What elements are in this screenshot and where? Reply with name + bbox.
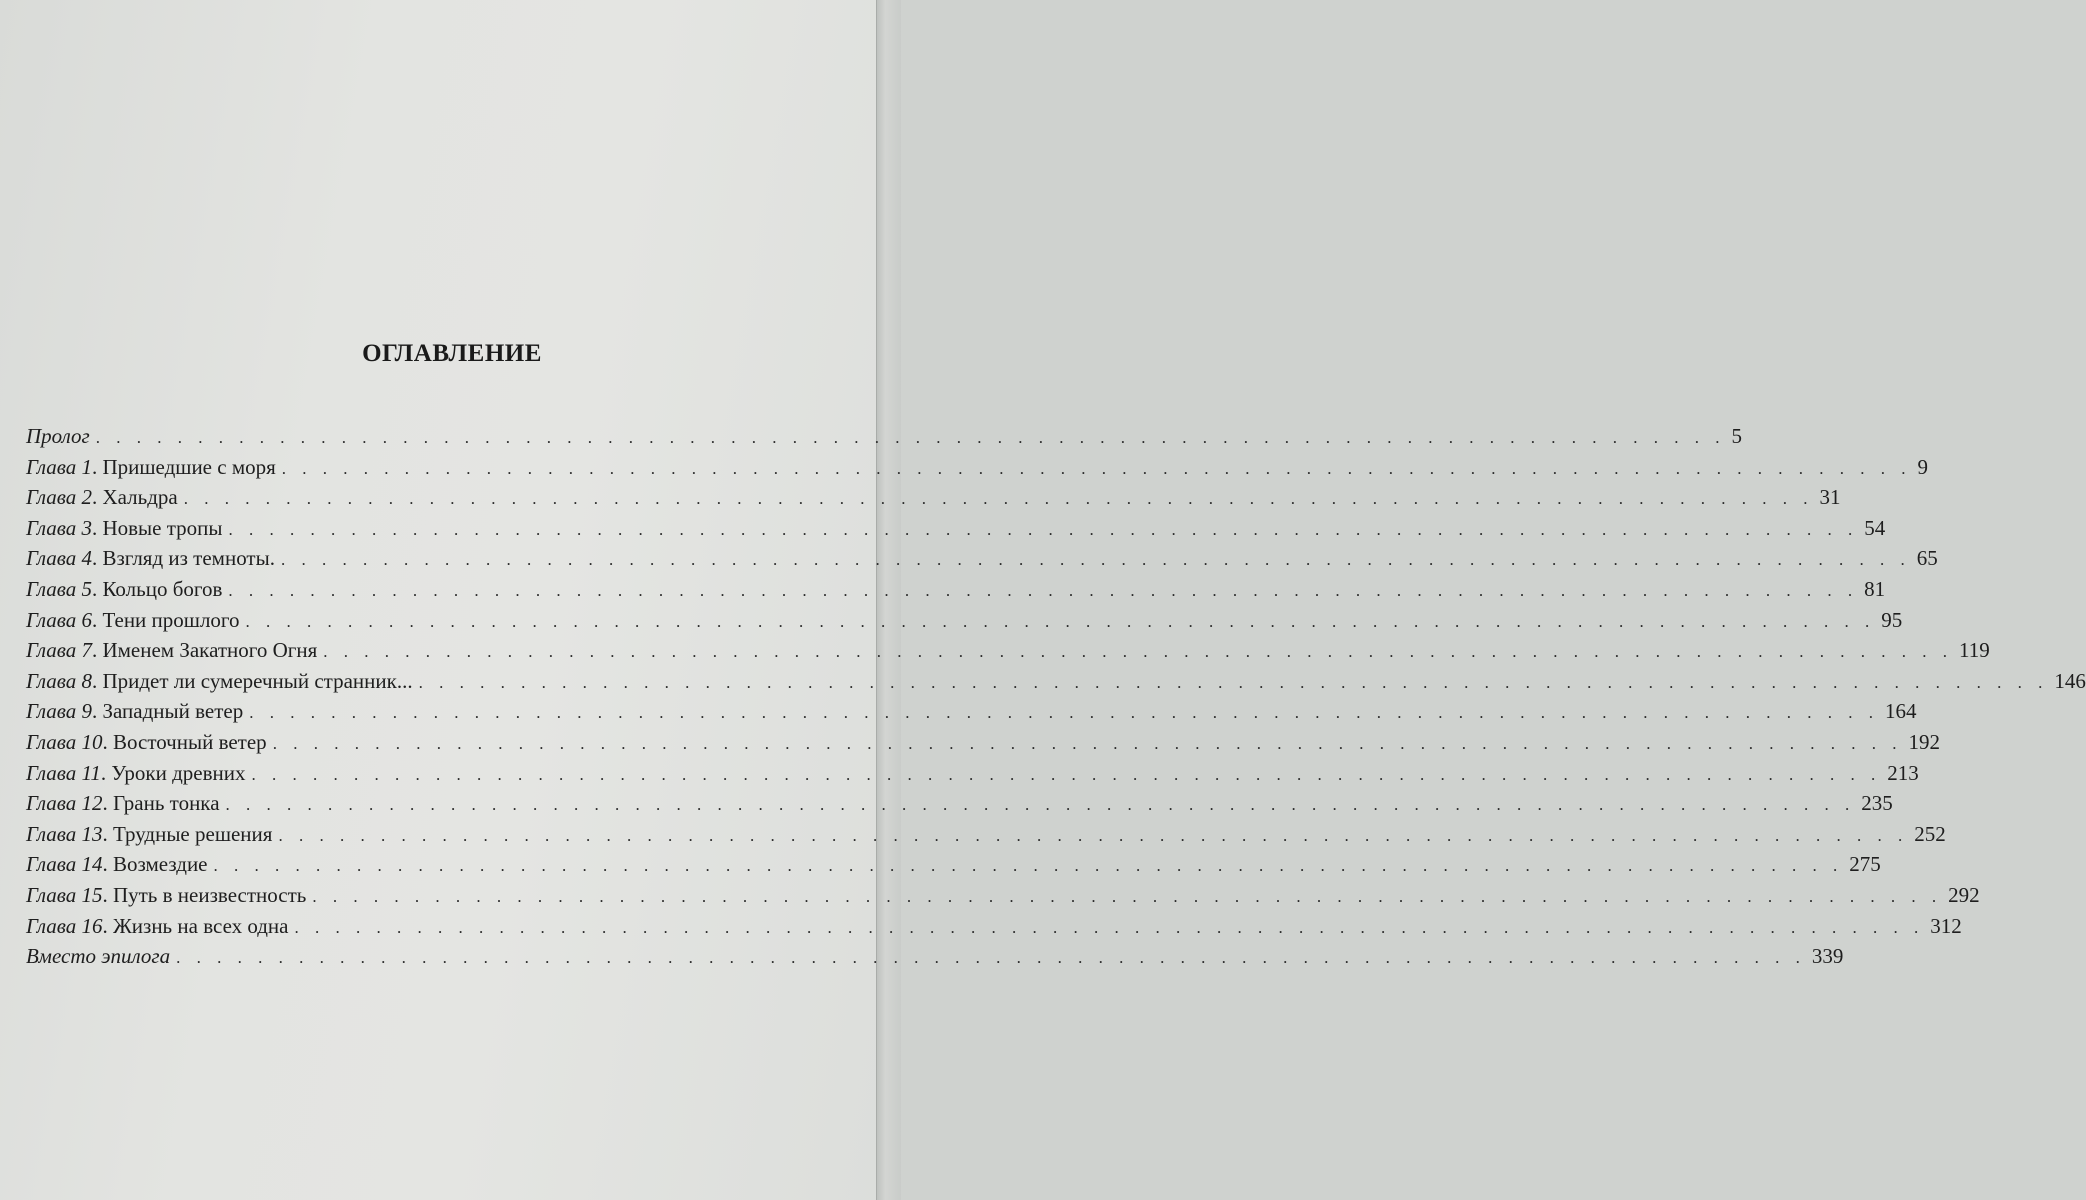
toc-chapter-title: . Придет ли сумеречный странник... xyxy=(91,668,413,693)
toc-entry xyxy=(26,911,1962,942)
toc-chapter-number: Глава 11 xyxy=(26,760,101,785)
toc-page-number: 312 xyxy=(1930,913,1962,938)
dot-leader: . . . . . . . . . . . . . . . . . . . . . . . . . . . . . . . . . . . . . . . . . . . . . . . . . . . . . . . . . . . . . . . . . . . . . . . . . . . . . . . . xyxy=(312,886,1943,906)
toc-entry xyxy=(26,880,1980,911)
toc-page-number: 9 xyxy=(1917,454,1929,479)
toc-chapter-number: Глава 8 xyxy=(26,668,92,693)
toc-entry-label xyxy=(26,696,243,727)
toc-entry-label xyxy=(26,635,317,666)
toc-entry-label xyxy=(26,421,90,452)
dot-leader: . . . . . . . . . . . . . . . . . . . . . . . . . . . . . . . . . . . . . . . . . . . . . . . . . . . . . . . . . . . . . . . . . . . . . . . . . . . . . . . . xyxy=(176,948,1806,968)
toc-chapter-number: Глава 14 xyxy=(26,852,103,877)
toc-chapter-number: Глава 5 xyxy=(26,576,92,601)
toc-chapter-number: Пролог xyxy=(26,424,90,448)
toc-entry-label xyxy=(26,849,208,880)
toc-entry-label xyxy=(26,880,306,911)
toc-page-number: 252 xyxy=(1914,821,1946,846)
toc-chapter-title: . Тени прошлого xyxy=(91,607,240,632)
toc-page-number: 119 xyxy=(1959,638,1990,663)
toc-entry xyxy=(26,666,2086,697)
toc-chapter-number: Глава 13 xyxy=(26,821,103,846)
toc-page-number: 81 xyxy=(1864,576,1886,601)
toc-entry-label xyxy=(26,574,222,605)
toc-chapter-title: . Новые тропы xyxy=(91,515,223,540)
toc-page-number: 275 xyxy=(1849,852,1881,877)
dot-leader: . . . . . . . . . . . . . . . . . . . . . . . . . . . . . . . . . . . . . . . . . . . . . . . . . . . . . . . . . . . . . . . . . . . . . . . . . . . . . . . . xyxy=(272,733,1903,753)
toc-chapter-number: Глава 12 xyxy=(26,791,103,816)
toc-chapter-title: . Возмездие xyxy=(102,852,208,877)
toc-chapter-title: . Грань тонка xyxy=(102,791,220,816)
toc-entry xyxy=(26,482,1841,513)
toc-page-number: 339 xyxy=(1811,944,1844,969)
toc-chapter-number: Глава 10 xyxy=(26,729,103,754)
toc-page-number: 213 xyxy=(1887,760,1919,785)
toc-title: ОГЛАВЛЕНИЕ xyxy=(362,340,542,367)
toc-page-number: 54 xyxy=(1864,515,1886,540)
toc-chapter-title: . Путь в неизвестность xyxy=(102,882,307,907)
toc-entry xyxy=(26,574,1886,605)
toc-chapter-title: . Кольцо богов xyxy=(91,576,223,601)
toc-entry-label xyxy=(26,941,170,972)
toc-chapter-title: . Пришедшие с моря xyxy=(91,454,276,479)
toc-entry-label xyxy=(26,605,240,636)
toc-chapter-number: Глава 15 xyxy=(26,882,103,907)
toc-chapter-title: . Трудные решения xyxy=(102,821,273,846)
toc-entry xyxy=(26,421,1742,452)
toc-entry-label xyxy=(26,666,413,697)
toc-entry xyxy=(26,819,1946,850)
dot-leader: . . . . . . . . . . . . . . . . . . . . . . . . . . . . . . . . . . . . . . . . . . . . . . . . . . . . . . . . . . . . . . . . . . . . . . . . . . . . . . . . xyxy=(245,611,1876,631)
toc-chapter-title: . Западный ветер xyxy=(91,699,244,724)
dot-leader: . . . . . . . . . . . . . . . . . . . . . . . . . . . . . . . . . . . . . . . . . . . . . . . . . . . . . . . . . . . . . . . . . . . . . . . . . . . . . . . . xyxy=(418,672,2049,692)
dot-leader: . . . . . . . . . . . . . . . . . . . . . . . . . . . . . . . . . . . . . . . . . . . . . . . . . . . . . . . . . . . . . . . . . . . . . . . . . . . . . . . . xyxy=(280,550,1911,570)
toc-entry xyxy=(26,849,1881,880)
toc-page-number: 192 xyxy=(1908,729,1940,754)
dot-leader: . . . . . . . . . . . . . . . . . . . . . . . . . . . . . . . . . . . . . . . . . . . . . . . . . . . . . . . . . . . . . . . . . . . . . . . . . . . . . . . . xyxy=(251,764,1882,784)
dot-leader: . . . . . . . . . . . . . . . . . . . . . . . . . . . . . . . . . . . . . . . . . . . . . . . . . . . . . . . . . . . . . . . . . . . . . . . . . . . . . . . . xyxy=(278,825,1909,845)
toc-page-number: 164 xyxy=(1884,699,1917,724)
toc-entry xyxy=(26,635,1990,666)
toc-entry xyxy=(26,513,1886,544)
toc-chapter-title: . Уроки древних xyxy=(100,760,246,785)
toc-entry xyxy=(26,605,1903,636)
toc-list xyxy=(26,421,2086,972)
dot-leader: . . . . . . . . . . . . . . . . . . . . . . . . . . . . . . . . . . . . . . . . . . . . . . . . . . . . . . . . . . . . . . . . . . . . . . . . . . . . . . . . xyxy=(294,917,1925,937)
dot-leader: . . . . . . . . . . . . . . . . . . . . . . . . . . . . . . . . . . . . . . . . . . . . . . . . . . . . . . . . . . . . . . . . . . . . . . . . . . . . . . . . xyxy=(249,703,1879,723)
toc-entry xyxy=(26,941,1844,972)
dot-leader: . . . . . . . . . . . . . . . . . . . . . . . . . . . . . . . . . . . . . . . . . . . . . . . . . . . . . . . . . . . . . . . . . . . . . . . . . . . . . . . . xyxy=(281,458,1912,478)
toc-entry xyxy=(26,788,1893,819)
dot-leader: . . . . . . . . . . . . . . . . . . . . . . . . . . . . . . . . . . . . . . . . . . . . . . . . . . . . . . . . . . . . . . . . . . . . . . . . . . . . . . . . xyxy=(183,489,1814,509)
toc-chapter-title: . Хальдра xyxy=(91,485,178,510)
toc-entry xyxy=(26,452,1929,483)
toc-chapter-title: . Взгляд из темноты. xyxy=(91,546,275,571)
toc-page-number: 292 xyxy=(1948,882,1980,907)
toc-entry-label xyxy=(26,819,272,850)
toc-page-number: 65 xyxy=(1916,546,1938,571)
dot-leader: . . . . . . . . . . . . . . . . . . . . . . . . . . . . . . . . . . . . . . . . . . . . . . . . . . . . . . . . . . . . . . . . . . . . . . . . . . . . . . . . xyxy=(213,856,1844,876)
toc-chapter-number: Глава 7 xyxy=(26,638,92,663)
toc-page-number: 31 xyxy=(1819,485,1841,510)
toc-chapter-number: Глава 1 xyxy=(26,454,92,479)
toc-chapter-number: Глава 6 xyxy=(26,607,92,632)
toc-chapter-number: Глава 3 xyxy=(26,515,92,540)
toc-page-number: 95 xyxy=(1881,607,1903,632)
toc-entry-label xyxy=(26,513,223,544)
toc-chapter-number: Глава 4 xyxy=(26,546,92,571)
toc-entry-label xyxy=(26,482,178,513)
dot-leader: . . . . . . . . . . . . . . . . . . . . . . . . . . . . . . . . . . . . . . . . . . . . . . . . . . . . . . . . . . . . . . . . . . . . . . . . . . . . . . . . xyxy=(95,428,1726,447)
toc-entry-label xyxy=(26,452,276,483)
toc-entry xyxy=(26,758,1919,789)
toc-page-number: 235 xyxy=(1861,791,1893,816)
toc-entry-label xyxy=(26,788,220,819)
dot-leader: . . . . . . . . . . . . . . . . . . . . . . . . . . . . . . . . . . . . . . . . . . . . . . . . . . . . . . . . . . . . . . . . . . . . . . . . . . . . . . . . xyxy=(323,642,1954,662)
toc-entry xyxy=(26,543,1938,574)
toc-entry-label xyxy=(26,758,246,789)
toc-page-number: 5 xyxy=(1731,424,1742,448)
dot-leader: . . . . . . . . . . . . . . . . . . . . . . . . . . . . . . . . . . . . . . . . . . . . . . . . . . . . . . . . . . . . . . . . . . . . . . . . . . . . . . . . xyxy=(225,795,1856,815)
toc-chapter-title: . Именем Закатного Огня xyxy=(91,638,318,663)
toc-entry-label xyxy=(26,543,275,574)
toc-entry-label xyxy=(26,727,267,758)
toc-entry xyxy=(26,727,1940,758)
toc-chapter-title: . Восточный ветер xyxy=(102,729,267,754)
toc-page-number: 146 xyxy=(2054,668,2086,693)
toc-entry xyxy=(26,696,1917,727)
toc-chapter-number: Глава 2 xyxy=(26,485,92,510)
toc-chapter-number: Глава 16 xyxy=(26,913,103,938)
toc-chapter-number: Вместо эпилога xyxy=(26,944,171,969)
toc-chapter-number: Глава 9 xyxy=(26,699,92,724)
dot-leader: . . . . . . . . . . . . . . . . . . . . . . . . . . . . . . . . . . . . . . . . . . . . . . . . . . . . . . . . . . . . . . . . . . . . . . . . . . . . . . . . xyxy=(228,519,1859,539)
dot-leader: . . . . . . . . . . . . . . . . . . . . . . . . . . . . . . . . . . . . . . . . . . . . . . . . . . . . . . . . . . . . . . . . . . . . . . . . . . . . . . . . xyxy=(228,580,1859,600)
toc-chapter-title: . Жизнь на всех одна xyxy=(102,913,289,938)
toc-entry-label xyxy=(26,911,289,942)
